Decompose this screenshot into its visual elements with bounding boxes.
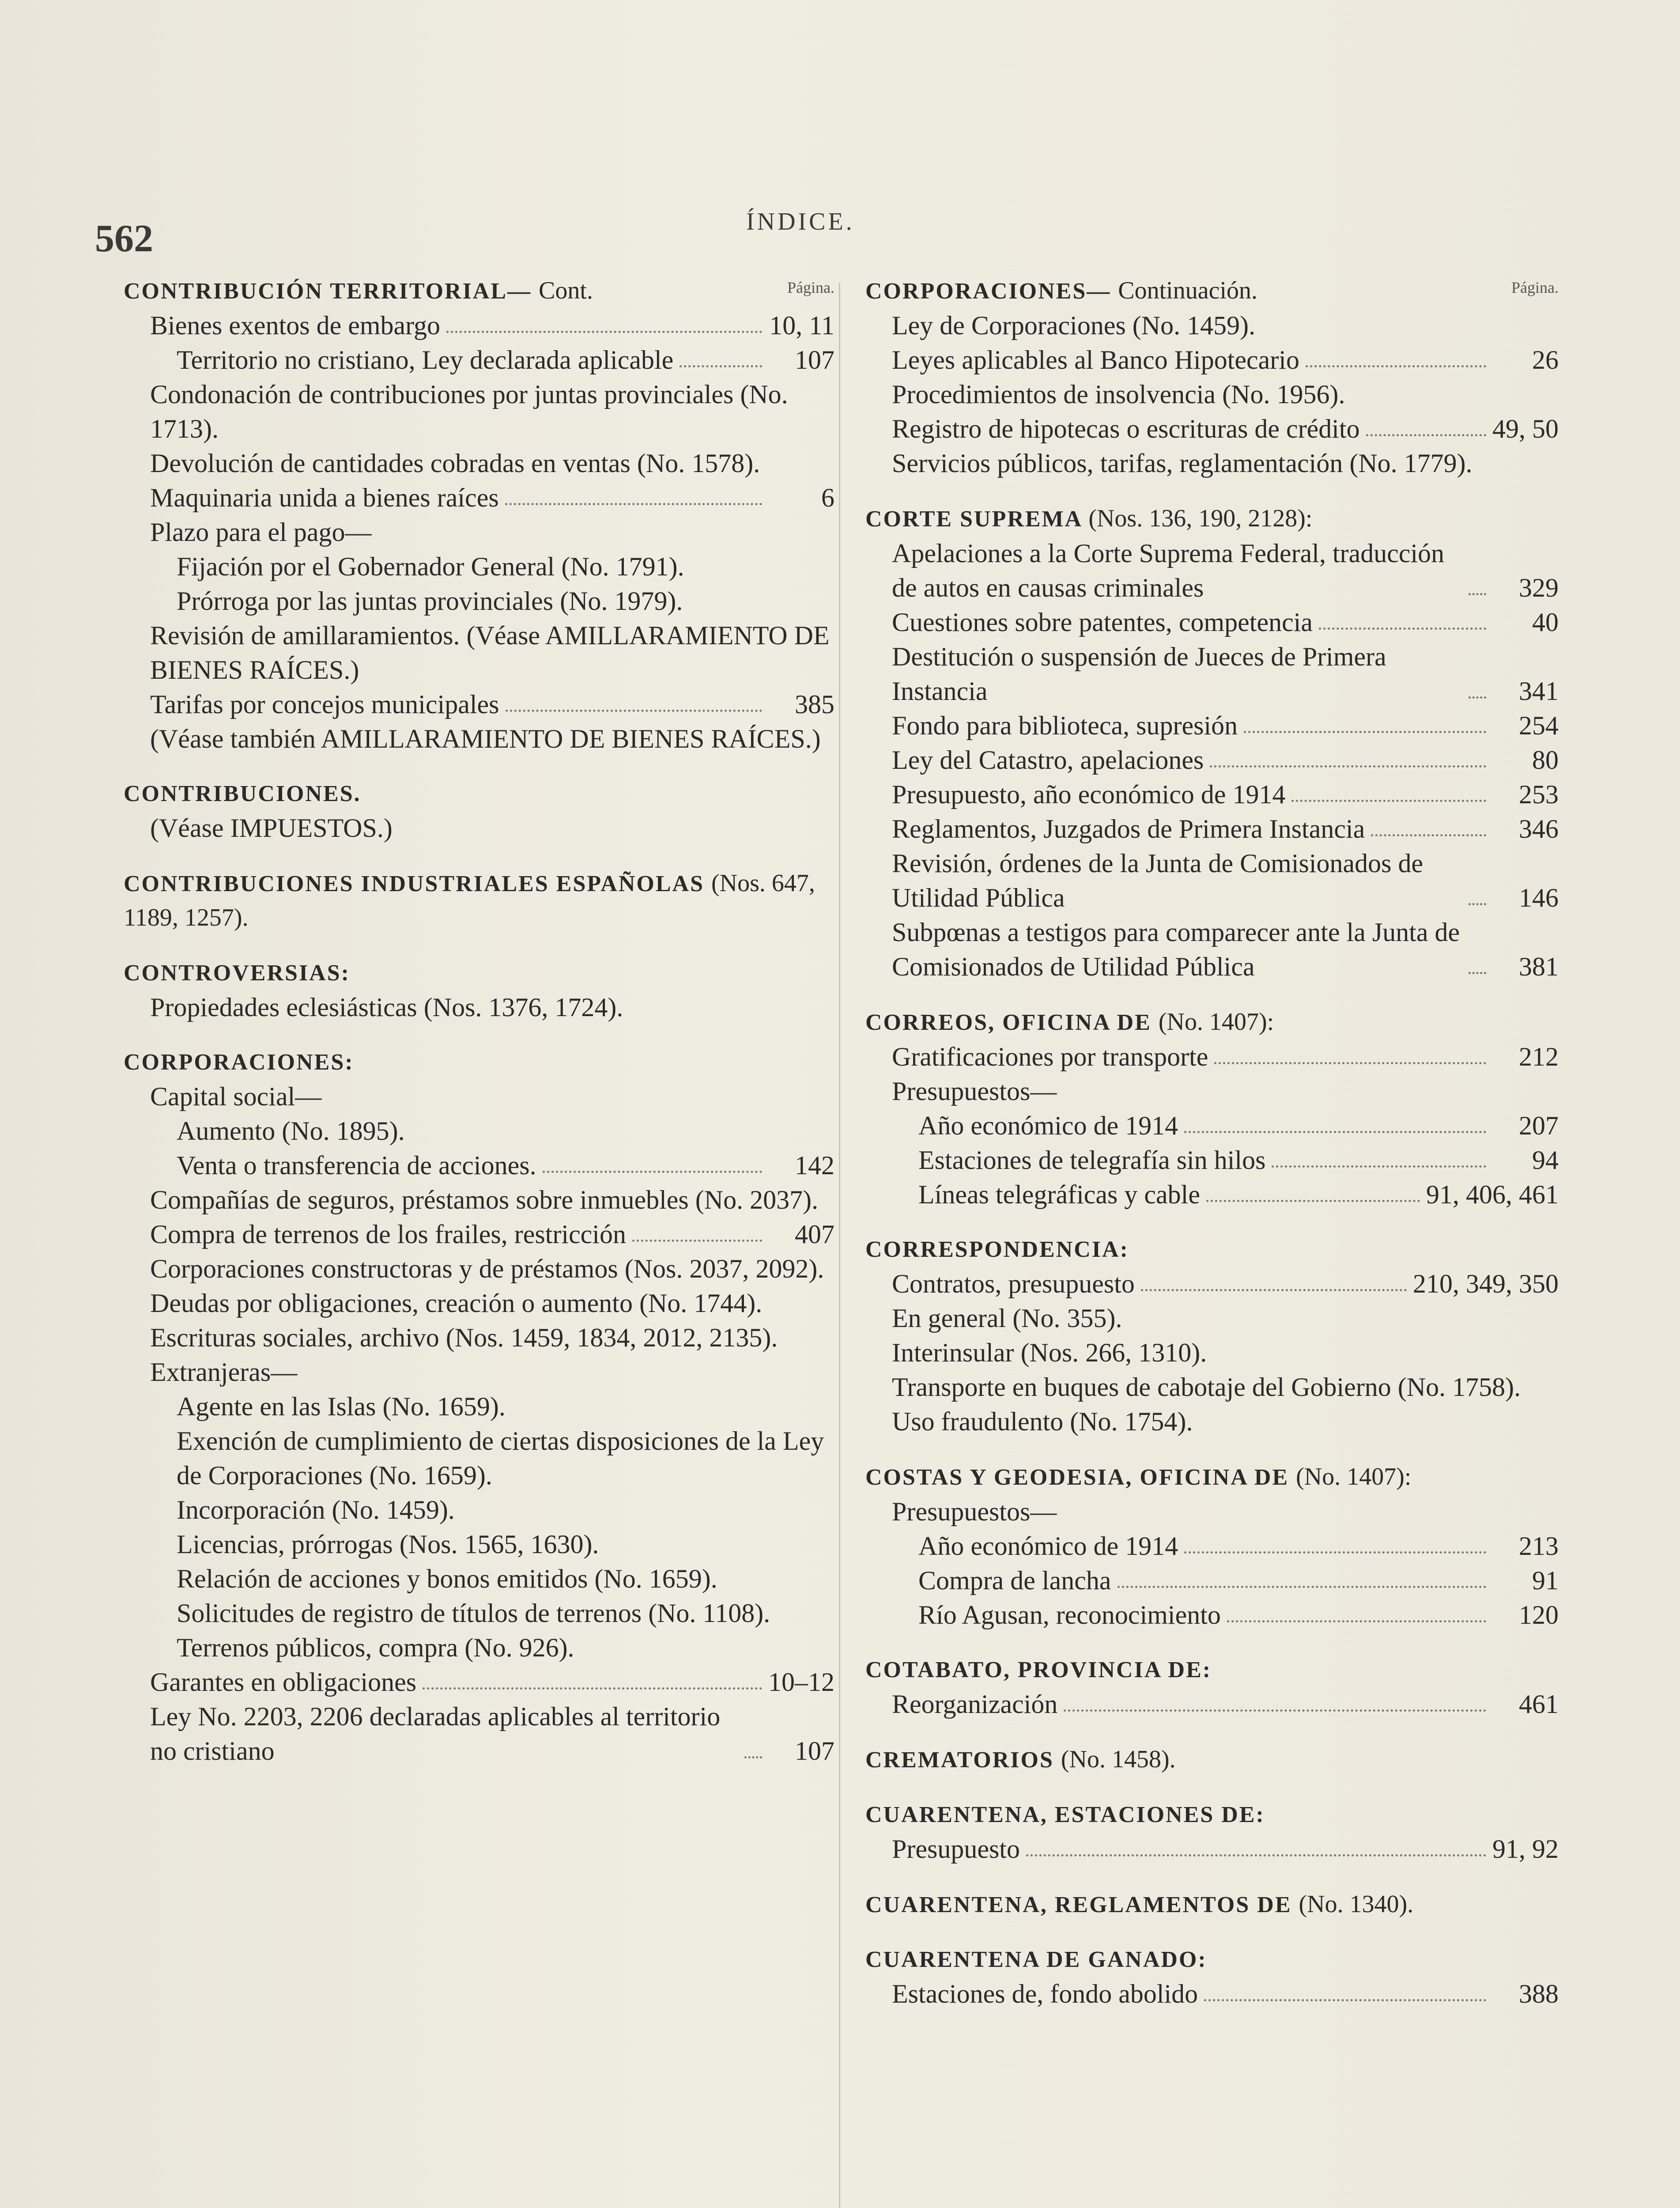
page-ref: 91, 406, 461 [1426, 1180, 1559, 1209]
index-entry [124, 1493, 834, 1527]
entry-text: Año económico de 1914 [918, 1111, 1178, 1140]
heading-continuation: (No. 1407): [1296, 1463, 1412, 1490]
entry-text: Gratificaciones por transporte [892, 1042, 1208, 1071]
dot-leader [1371, 834, 1486, 836]
index-entry [124, 377, 834, 446]
index-entry [865, 1529, 1559, 1563]
page-ref: 210, 349, 350 [1413, 1269, 1559, 1298]
entry-text: Garantes en obligaciones [150, 1667, 417, 1697]
index-entry [865, 1832, 1559, 1866]
index-entry [865, 605, 1559, 639]
index-entry [865, 1074, 1559, 1108]
heading-continuation: (Nos. 647, 1189, 1257). [124, 870, 815, 931]
entry-text: Ley de Corporaciones (No. 1459). [892, 311, 1256, 340]
dot-leader [446, 331, 762, 333]
index-entry [865, 639, 1559, 708]
entry-text: Revisión de amillaramientos. (Véase AMILLARAMIENTO DE BIENES RAÍCES.) [150, 621, 830, 684]
entry-text: Escrituras sociales, archivo (Nos. 1459, 1834, 2012, 2135). [150, 1323, 778, 1352]
heading-text: CUARENTENA DE GANADO: [865, 1947, 1207, 1972]
heading-text: COSTAS Y GEODESIA, OFICINA DE [865, 1465, 1289, 1490]
index-heading [865, 502, 1559, 536]
page-ref: 461 [1519, 1690, 1559, 1719]
dot-leader [1214, 1062, 1486, 1064]
entry-text: Interinsular (Nos. 266, 1310). [892, 1338, 1207, 1367]
entry-text: Compra de terrenos de los frailes, restricción [150, 1220, 626, 1249]
page-ref: 10–12 [768, 1667, 834, 1697]
entry-text: Devolución de cantidades cobradas en ventas (No. 1578). [150, 449, 760, 478]
index-heading [865, 1233, 1559, 1267]
dot-leader [1141, 1289, 1407, 1291]
heading-continuation: (No. 1458). [1061, 1746, 1176, 1773]
index-entry [124, 687, 834, 722]
heading-text: CONTRIBUCIÓN TERRITORIAL— [124, 279, 532, 304]
heading-text: CUARENTENA, ESTACIONES DE: [865, 1802, 1265, 1827]
entry-text: Destitución o suspensión de Jueces de Primera Instancia [892, 642, 1386, 706]
index-entry [124, 990, 834, 1025]
heading-text: COTABATO, PROVINCIA DE: [865, 1657, 1212, 1682]
dot-leader [632, 1240, 762, 1242]
dot-leader [1272, 1165, 1486, 1168]
index-entry [124, 1596, 834, 1630]
page-ref: 407 [795, 1220, 834, 1249]
page-ref: 346 [1519, 814, 1559, 843]
page-ref: 91, 92 [1492, 1834, 1559, 1864]
entry-text: Territorio no cristiano, Ley declarada aplicable [177, 345, 674, 374]
page-number: 562 [95, 217, 153, 260]
entry-text: Uso fraudulento (No. 1754). [892, 1407, 1193, 1436]
index-heading [865, 1943, 1559, 1977]
entry-text: Presupuesto, año económico de 1914 [892, 780, 1286, 809]
page-ref: 10, 11 [769, 311, 834, 340]
entry-text: Bienes exentos de embargo [150, 311, 441, 340]
index-heading [124, 866, 834, 935]
dot-leader [1319, 628, 1486, 630]
dot-leader [1306, 365, 1486, 367]
index-entry [865, 412, 1559, 446]
entry-text: Prórroga por las juntas provinciales (No. 1979). [177, 586, 683, 616]
entry-text: Revisión, órdenes de la Junta de Comisionados de Utilidad Pública [892, 849, 1423, 912]
page-ref: 142 [795, 1151, 834, 1180]
entry-text: Líneas telegráficas y cable [918, 1180, 1200, 1209]
entry-text: Apelaciones a la Corte Suprema Federal, traducción de autos en causas criminales [892, 539, 1445, 602]
index-entry [865, 1301, 1559, 1335]
entry-text: Estaciones de, fondo abolido [892, 1979, 1198, 2008]
dot-leader [1210, 765, 1486, 768]
entry-text: Procedimientos de insolvencia (No. 1956). [892, 380, 1345, 409]
dot-leader [1291, 800, 1486, 802]
heading-text: CORREOS, OFICINA DE [865, 1010, 1151, 1035]
index-heading [124, 957, 834, 990]
entry-text: Reglamentos, Juzgados de Primera Instancia [892, 814, 1365, 843]
entry-text: Solicitudes de registro de títulos de terrenos (No. 1108). [177, 1599, 770, 1628]
page-ref: 341 [1519, 677, 1559, 706]
dot-leader [1469, 696, 1486, 699]
running-head: ÍNDICE. [746, 208, 855, 235]
heading-continuation: Cont. [539, 277, 593, 304]
dot-leader [1469, 903, 1486, 905]
index-entry [865, 1040, 1559, 1074]
index-entry [865, 1143, 1559, 1177]
index-entry [865, 1404, 1559, 1439]
index-entry [124, 1424, 834, 1493]
heading-continuation: (No. 1340). [1299, 1890, 1414, 1918]
heading-text: CONTROVERSIAS: [124, 960, 350, 986]
entry-text: Corporaciones constructoras y de préstamos (Nos. 2037, 2092). [150, 1254, 824, 1283]
entry-text: Capital social— [150, 1082, 322, 1111]
index-entry [865, 1108, 1559, 1143]
entry-text: Reorganización [892, 1690, 1058, 1719]
page-ref: 213 [1519, 1531, 1559, 1561]
entry-text: Cuestiones sobre patentes, competencia [892, 608, 1313, 637]
index-entry [865, 446, 1559, 480]
index-heading [865, 1887, 1559, 1922]
dot-leader [1026, 1854, 1486, 1856]
index-entry [124, 480, 834, 515]
dot-leader [1227, 1620, 1486, 1622]
index-entry [865, 1177, 1559, 1212]
index-entry [865, 1687, 1559, 1721]
dot-leader [423, 1687, 762, 1690]
heading-text: CONTRIBUCIONES INDUSTRIALES ESPAÑOLAS [124, 871, 704, 896]
index-entry [124, 549, 834, 584]
index-entry [865, 1335, 1559, 1370]
entry-text: Ley No. 2203, 2206 declaradas aplicables al territorio no cristiano [150, 1702, 721, 1766]
page-ref: 107 [795, 345, 834, 374]
page-ref: 6 [821, 483, 834, 512]
page-ref: 388 [1519, 1979, 1559, 2008]
index-entry [865, 343, 1559, 377]
dot-leader [543, 1171, 762, 1173]
page-ref: 40 [1532, 608, 1559, 637]
heading-text: CONTRIBUCIONES. [124, 781, 361, 806]
index-entry [865, 743, 1559, 777]
dot-leader [1244, 731, 1486, 733]
index-entry [865, 708, 1559, 743]
index-heading [124, 777, 834, 811]
index-entry [865, 846, 1559, 915]
index-entry [124, 584, 834, 618]
page-ref: 49, 50 [1492, 414, 1559, 443]
heading-text: CORPORACIONES: [124, 1050, 354, 1075]
dot-leader [1469, 593, 1486, 595]
index-heading [124, 1046, 834, 1079]
left-column [124, 274, 834, 1768]
index-entry [124, 1699, 834, 1768]
index-entry [865, 1370, 1559, 1404]
entry-text: Relación de acciones y bonos emitidos (No. 1659). [177, 1564, 717, 1593]
dot-leader [1469, 972, 1486, 974]
index-entry [124, 1217, 834, 1251]
index-entry [124, 446, 834, 480]
page-ref: 120 [1519, 1600, 1559, 1630]
index-entry [124, 618, 834, 687]
entry-text: Incorporación (No. 1459). [177, 1495, 455, 1524]
dot-leader [680, 365, 762, 367]
index-entry [865, 1598, 1559, 1632]
entry-text: (Véase también AMILLARAMIENTO DE BIENES RAÍCES.) [150, 724, 821, 753]
entry-text: Río Agusan, reconocimiento [918, 1600, 1221, 1630]
heading-continuation: Continuación. [1118, 277, 1258, 304]
entry-text: Agente en las Islas (No. 1659). [177, 1392, 506, 1421]
entry-text: (Véase IMPUESTOS.) [150, 813, 393, 843]
index-heading [124, 274, 834, 308]
page-ref: 146 [1519, 883, 1559, 912]
index-entry [124, 1320, 834, 1355]
entry-text: Plazo para el pago— [150, 518, 372, 547]
page-ref: 94 [1532, 1146, 1559, 1175]
entry-text: Subpœnas a testigos para comparecer ante la Junta de Comisionados de Utilidad Pública [892, 918, 1460, 981]
entry-text: Registro de hipotecas o escrituras de crédito [892, 414, 1360, 443]
index-entry [865, 915, 1559, 984]
entry-text: Estaciones de telegrafía sin hilos [918, 1146, 1266, 1175]
index-entry [124, 1286, 834, 1320]
index-entry [124, 515, 834, 549]
entry-text: Presupuestos— [892, 1077, 1057, 1106]
heading-text: CREMATORIOS [865, 1747, 1054, 1773]
entry-text: Aumento (No. 1895). [177, 1116, 405, 1146]
pagina-label: Página. [1511, 279, 1559, 296]
index-entry [124, 1527, 834, 1561]
index-entry [124, 1561, 834, 1596]
index-entry [124, 1183, 834, 1217]
page-ref: 381 [1519, 952, 1559, 981]
index-entry [124, 343, 834, 377]
page-ref: 329 [1519, 573, 1559, 602]
index-heading [865, 1005, 1559, 1040]
dot-leader [1206, 1200, 1420, 1202]
index-entry [124, 722, 834, 756]
entry-text: Licencias, prórrogas (Nos. 1565, 1630). [177, 1530, 599, 1559]
entry-text: En general (No. 355). [892, 1304, 1122, 1333]
right-column [865, 274, 1559, 2011]
index-entry [124, 1148, 834, 1183]
heading-text: CORPORACIONES— [865, 279, 1111, 304]
index-heading [865, 1743, 1559, 1777]
index-heading [865, 1653, 1559, 1687]
entry-text: Tarifas por concejos municipales [150, 690, 499, 719]
entry-text: Ley del Catastro, apelaciones [892, 745, 1204, 775]
index-entry [865, 1267, 1559, 1301]
heading-text: CUARENTENA, REGLAMENTOS DE [865, 1892, 1292, 1917]
dot-leader [1184, 1131, 1486, 1133]
index-entry [124, 1079, 834, 1114]
page-ref: 26 [1532, 345, 1559, 374]
dot-leader [1117, 1586, 1487, 1588]
dot-leader [1204, 1999, 1486, 2001]
index-entry [124, 1114, 834, 1148]
heading-text: CORTE SUPREMA [865, 507, 1082, 532]
entry-text: Propiedades eclesiásticas (Nos. 1376, 1724). [150, 993, 623, 1022]
entry-text: Maquinaria unida a bienes raíces [150, 483, 499, 512]
page-ref: 107 [795, 1736, 834, 1766]
entry-text: Compra de lancha [918, 1566, 1111, 1595]
dot-leader [744, 1756, 762, 1758]
index-heading [865, 1798, 1559, 1832]
entry-text: Terrenos públicos, compra (No. 926). [177, 1633, 574, 1662]
dot-leader [506, 710, 762, 712]
column-divider [839, 283, 840, 2208]
index-entry [865, 308, 1559, 343]
entry-text: Contratos, presupuesto [892, 1269, 1135, 1298]
page-ref: 80 [1532, 745, 1559, 775]
index-entry [865, 1563, 1559, 1598]
dot-leader [1366, 434, 1486, 436]
page-ref: 254 [1519, 711, 1559, 740]
index-entry [865, 777, 1559, 812]
index-entry [124, 1665, 834, 1699]
heading-text: CORRESPONDENCIA: [865, 1237, 1129, 1262]
index-entry [865, 536, 1559, 605]
dot-leader [505, 503, 762, 505]
entry-text: Año económico de 1914 [918, 1531, 1178, 1561]
entry-text: Servicios públicos, tarifas, reglamentación (No. 1779). [892, 449, 1472, 478]
entry-text: Extranjeras— [150, 1357, 298, 1387]
entry-text: Presupuesto [892, 1834, 1020, 1864]
page-ref: 212 [1519, 1042, 1559, 1071]
index-entry [124, 1355, 834, 1389]
dot-leader [1064, 1709, 1486, 1712]
entry-text: Compañías de seguros, préstamos sobre inmuebles (No. 2037). [150, 1185, 819, 1214]
index-heading [865, 274, 1559, 308]
page-ref: 253 [1519, 780, 1559, 809]
entry-text: Condonación de contribuciones por juntas provinciales (No. 1713). [150, 380, 788, 443]
entry-text: Transporte en buques de cabotaje del Gobierno (No. 1758). [892, 1372, 1521, 1402]
index-entry [865, 1494, 1559, 1529]
index-entry [124, 811, 834, 845]
index-entry [124, 1630, 834, 1665]
entry-text: Leyes aplicables al Banco Hipotecario [892, 345, 1299, 374]
entry-text: Fondo para biblioteca, supresión [892, 711, 1238, 740]
heading-continuation: (No. 1407): [1158, 1008, 1274, 1036]
page-ref: 385 [795, 690, 834, 719]
entry-text: Deudas por obligaciones, creación o aumento (No. 1744). [150, 1289, 763, 1318]
entry-text: Fijación por el Gobernador General (No. 1791). [177, 552, 684, 581]
page-ref: 207 [1519, 1111, 1559, 1140]
page-ref: 91 [1532, 1566, 1559, 1595]
pagina-label: Página. [787, 279, 834, 296]
heading-continuation: (Nos. 136, 190, 2128): [1088, 505, 1313, 532]
index-entry [124, 1389, 834, 1424]
index-entry [865, 1977, 1559, 2011]
index-entry [865, 812, 1559, 846]
entry-text: Presupuestos— [892, 1497, 1057, 1526]
entry-text: Exención de cumplimiento de ciertas disposiciones de la Ley de Corporaciones (No. 1659). [177, 1426, 824, 1490]
entry-text: Venta o transferencia de acciones. [177, 1151, 536, 1180]
index-heading [865, 1460, 1559, 1494]
index-entry [865, 377, 1559, 412]
index-entry [124, 1251, 834, 1286]
dot-leader [1184, 1551, 1486, 1554]
index-entry [124, 308, 834, 343]
